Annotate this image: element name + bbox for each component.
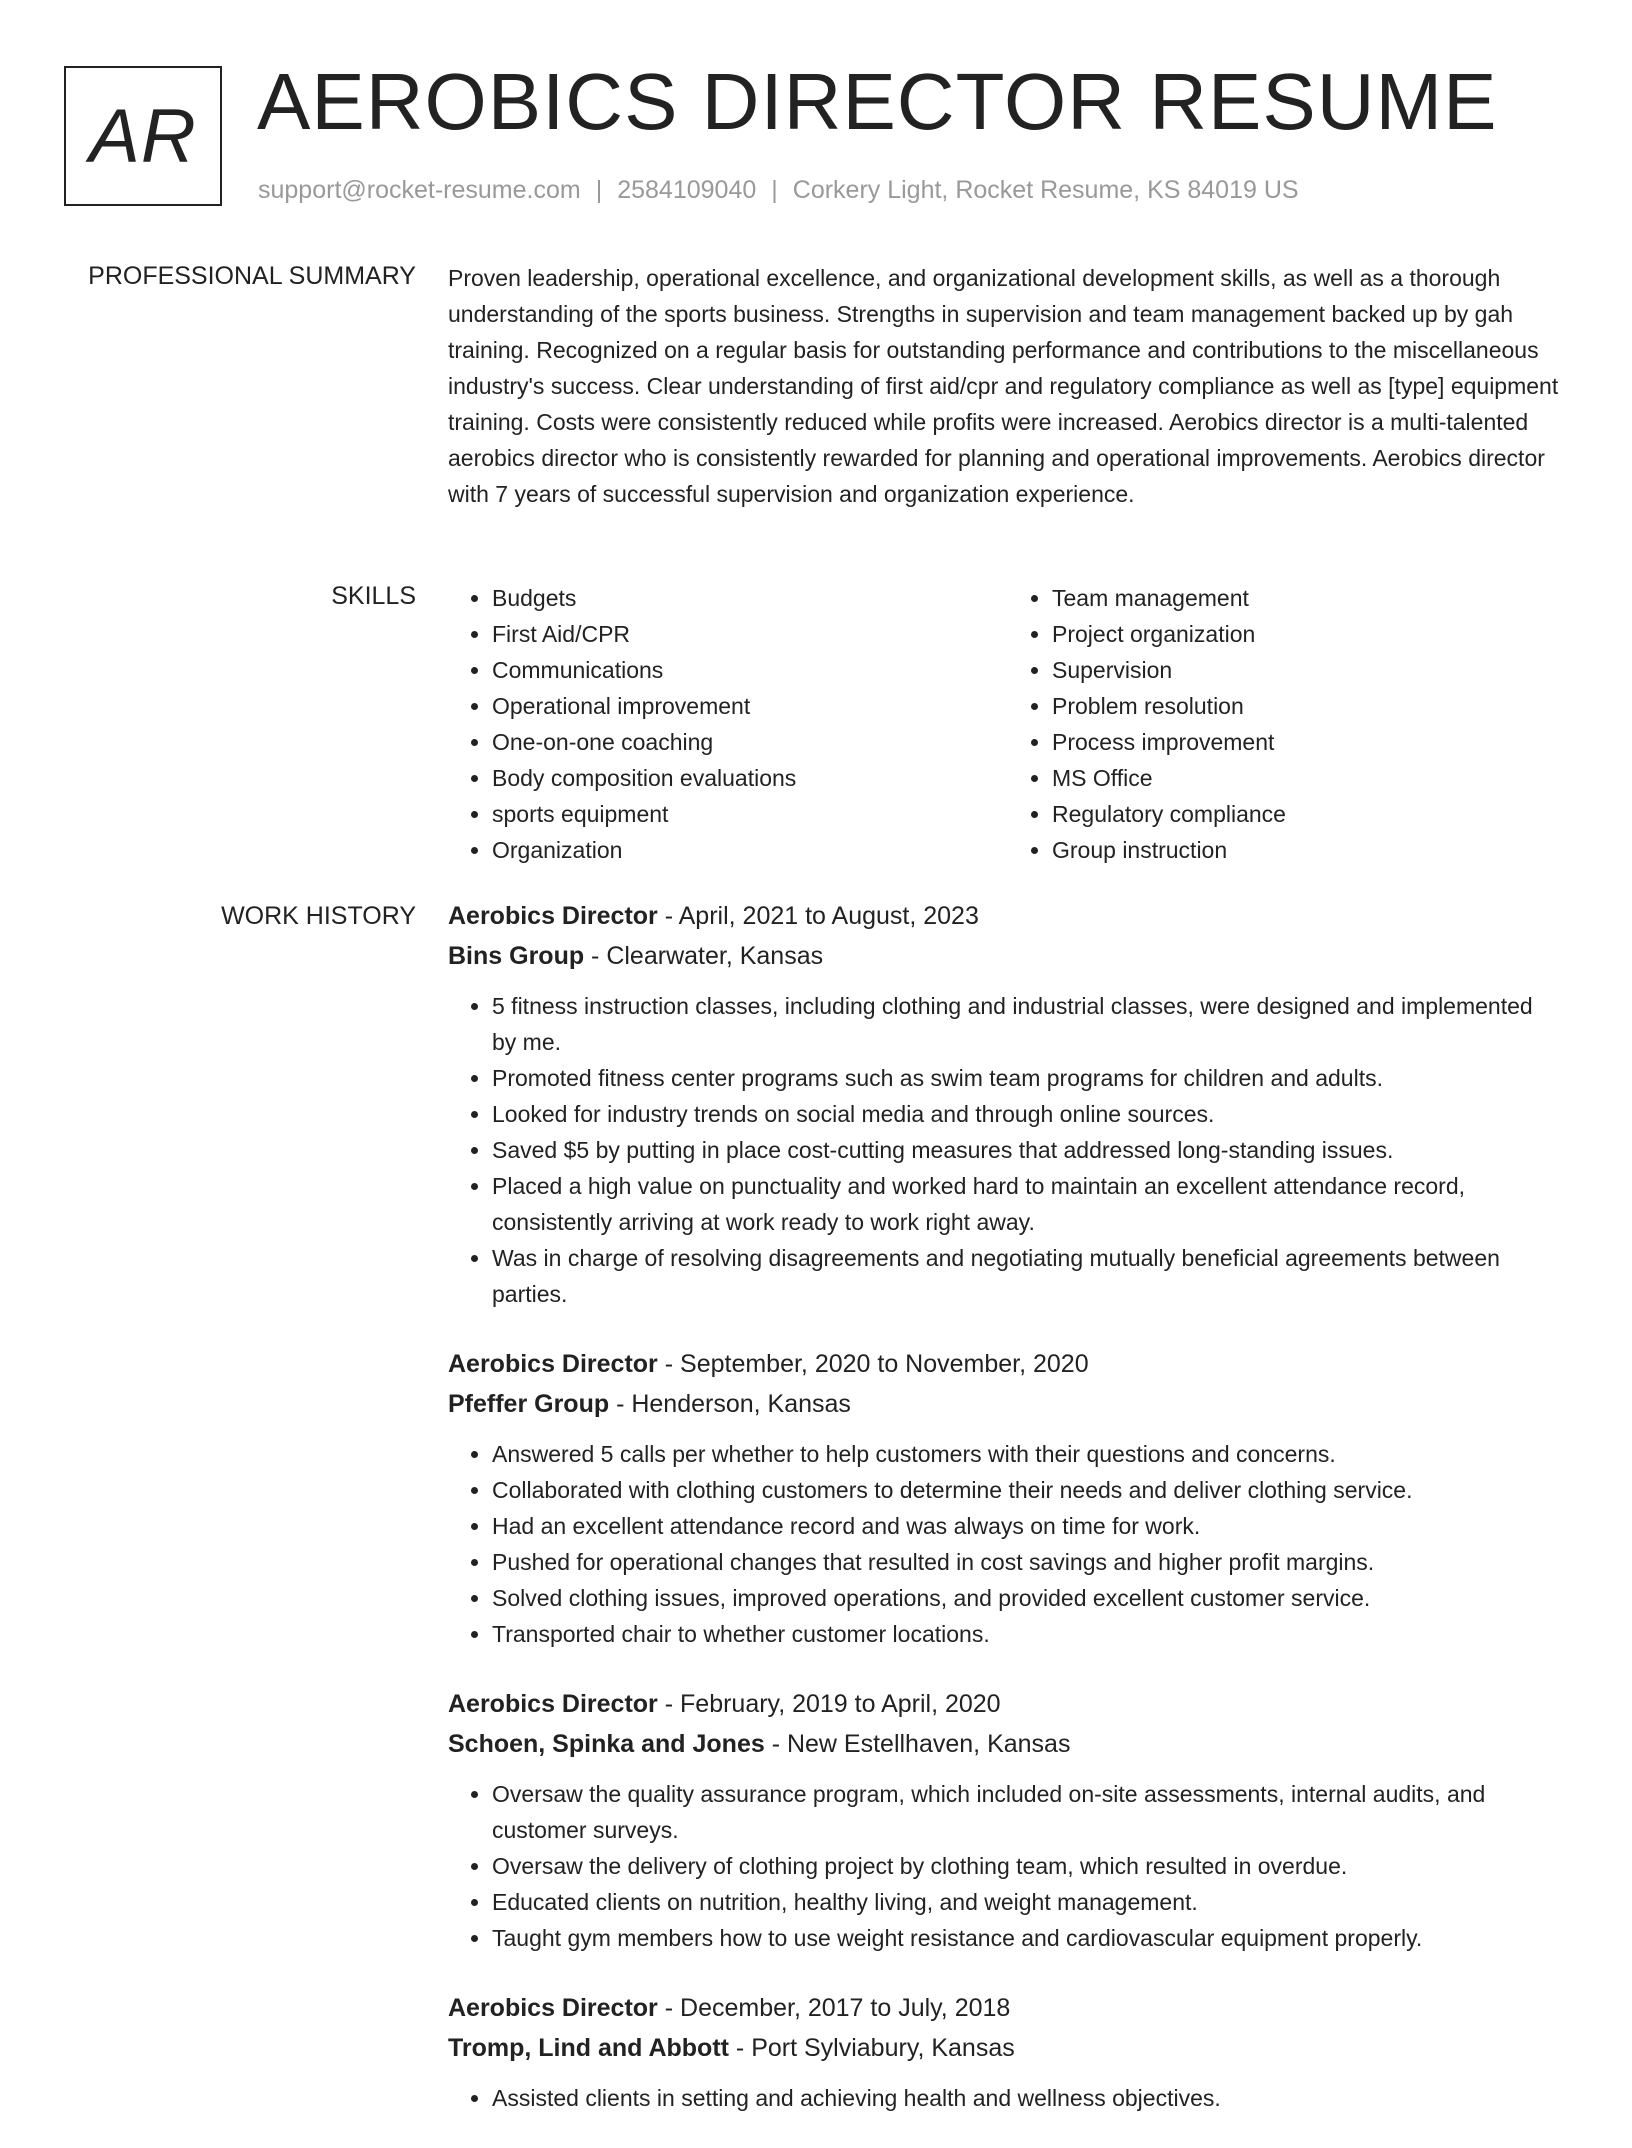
job-company: Schoen, Spinka and Jones <box>448 1730 765 1758</box>
job-bullet: • Transported chair to whether customer locations. <box>492 1616 1568 1652</box>
skill-item: • Process improvement <box>1052 724 1568 760</box>
job-location: - New Estellhaven, Kansas <box>764 1730 1071 1758</box>
job-bullets <box>448 2080 1568 2116</box>
contact-phone: 2584109040 <box>617 176 757 204</box>
job-dates: - September, 2020 to November, 2020 <box>657 1350 1089 1378</box>
monogram-initials: AR <box>89 93 197 179</box>
work-history-heading: WORK HISTORY <box>221 902 416 930</box>
monogram-badge <box>64 66 222 206</box>
job-dates: - February, 2019 to April, 2020 <box>657 1690 1001 1718</box>
skill-item: • First Aid/CPR <box>492 616 1008 652</box>
job-location: - Port Sylviabury, Kansas <box>728 2034 1015 2062</box>
skill-item: • Supervision <box>1052 652 1568 688</box>
job-bullets <box>448 1776 1568 1956</box>
job-bullet: • Promoted fitness center programs such as swim team programs for children and adults. <box>492 1060 1568 1096</box>
job-title: Aerobics Director <box>448 1690 658 1718</box>
job-entry <box>448 1684 1568 1956</box>
job-dates: - December, 2017 to July, 2018 <box>657 1994 1011 2022</box>
job-bullet: • Answered 5 calls per whether to help customers with their questions and concerns. <box>492 1436 1568 1472</box>
job-bullets <box>448 988 1568 1312</box>
job-bullet: • Collaborated with clothing customers to determine their needs and deliver clothing service. <box>492 1472 1568 1508</box>
job-entry <box>448 1344 1568 1652</box>
job-location: - Clearwater, Kansas <box>584 942 824 970</box>
job-company-line <box>448 936 1568 976</box>
job-title: Aerobics Director <box>448 1994 658 2022</box>
job-title-line <box>448 896 1568 936</box>
contact-email: support@rocket-resume.com <box>258 176 581 204</box>
skills-list-right <box>1008 580 1568 868</box>
job-bullet: • Educated clients on nutrition, healthy living, and weight management. <box>492 1884 1568 1920</box>
job-company-line <box>448 2028 1568 2068</box>
job-title-line <box>448 1684 1568 1724</box>
job-company: Pfeffer Group <box>448 1390 610 1418</box>
skills-heading: SKILLS <box>331 582 416 610</box>
job-company: Bins Group <box>448 942 585 970</box>
job-title-line <box>448 1988 1568 2028</box>
job-bullet: • Pushed for operational changes that resulted in cost savings and higher profit margins. <box>492 1544 1568 1580</box>
skill-item: • Body composition evaluations <box>492 760 1008 796</box>
job-dates: - April, 2021 to August, 2023 <box>657 902 979 930</box>
job-bullet: • Taught gym members how to use weight resistance and cardiovascular equipment properly. <box>492 1920 1568 1956</box>
contact-line <box>258 176 1299 205</box>
job-bullet: • Solved clothing issues, improved operations, and provided excellent customer service. <box>492 1580 1568 1616</box>
job-bullet: • Placed a high value on punctuality and worked hard to maintain an excellent attendance record, consistently arriving at work ready to work right away. <box>492 1168 1568 1240</box>
skill-item: • Communications <box>492 652 1008 688</box>
job-bullet: • Was in charge of resolving disagreements and negotiating mutually beneficial agreements between parties. <box>492 1240 1568 1312</box>
skill-item: • MS Office <box>1052 760 1568 796</box>
job-bullet: • Looked for industry trends on social media and through online sources. <box>492 1096 1568 1132</box>
skills-list-left <box>448 580 1008 868</box>
summary-heading: PROFESSIONAL SUMMARY <box>88 262 416 290</box>
job-entry <box>448 1988 1568 2116</box>
job-bullet: • Oversaw the delivery of clothing project by clothing team, which resulted in overdue. <box>492 1848 1568 1884</box>
job-bullets <box>448 1436 1568 1652</box>
skill-item: • Operational improvement <box>492 688 1008 724</box>
contact-address: Corkery Light, Rocket Resume, KS 84019 US <box>792 176 1299 204</box>
job-title-line <box>448 1344 1568 1384</box>
skill-item: • Project organization <box>1052 616 1568 652</box>
job-bullet: • Had an excellent attendance record and was always on time for work. <box>492 1508 1568 1544</box>
job-bullet: • Saved $5 by putting in place cost-cutting measures that addressed long-standing issues. <box>492 1132 1568 1168</box>
job-title: Aerobics Director <box>448 902 658 930</box>
skill-item: • Regulatory compliance <box>1052 796 1568 832</box>
job-title: Aerobics Director <box>448 1350 658 1378</box>
resume-title: AEROBICS DIRECTOR RESUME <box>257 57 1498 146</box>
job-company-line <box>448 1384 1568 1424</box>
job-company: Tromp, Lind and Abbott <box>448 2034 729 2062</box>
skill-item: • sports equipment <box>492 796 1008 832</box>
job-entry <box>448 896 1568 1312</box>
job-bullet: • 5 fitness instruction classes, including clothing and industrial classes, were designed and implemented by me. <box>492 988 1568 1060</box>
skill-item: • Group instruction <box>1052 832 1568 868</box>
contact-separator: | <box>595 176 603 204</box>
skill-item: • Organization <box>492 832 1008 868</box>
job-bullet: • Assisted clients in setting and achieving health and wellness objectives. <box>492 2080 1568 2116</box>
skill-item: • Budgets <box>492 580 1008 616</box>
job-bullet: • Oversaw the quality assurance program, which included on-site assessments, internal audits, and customer surveys. <box>492 1776 1568 1848</box>
contact-separator: | <box>771 176 778 204</box>
job-location: - Henderson, Kansas <box>609 1390 851 1418</box>
summary-text: Proven leadership, operational excellence, and organizational development skills, as well as a thorough understanding of the sports business. Strengths in supervision and team management backed up by gah training. Recognized on a regular basis for outstanding performance and contributions to the miscellaneous industry's success. Clear understanding of first aid/cpr and regulatory compliance as well as [type] equipment training. Costs were consistently reduced while profits were increased. Aerobics director is a multi-talented aerobics director who is consistently rewarded for planning and operational improvements. Aerobics director with 7 years of successful supervision and organization experience. <box>448 265 1559 507</box>
job-company-line <box>448 1724 1568 1764</box>
skill-item: • Problem resolution <box>1052 688 1568 724</box>
skill-item: • One-on-one coaching <box>492 724 1008 760</box>
skill-item: • Team management <box>1052 580 1568 616</box>
